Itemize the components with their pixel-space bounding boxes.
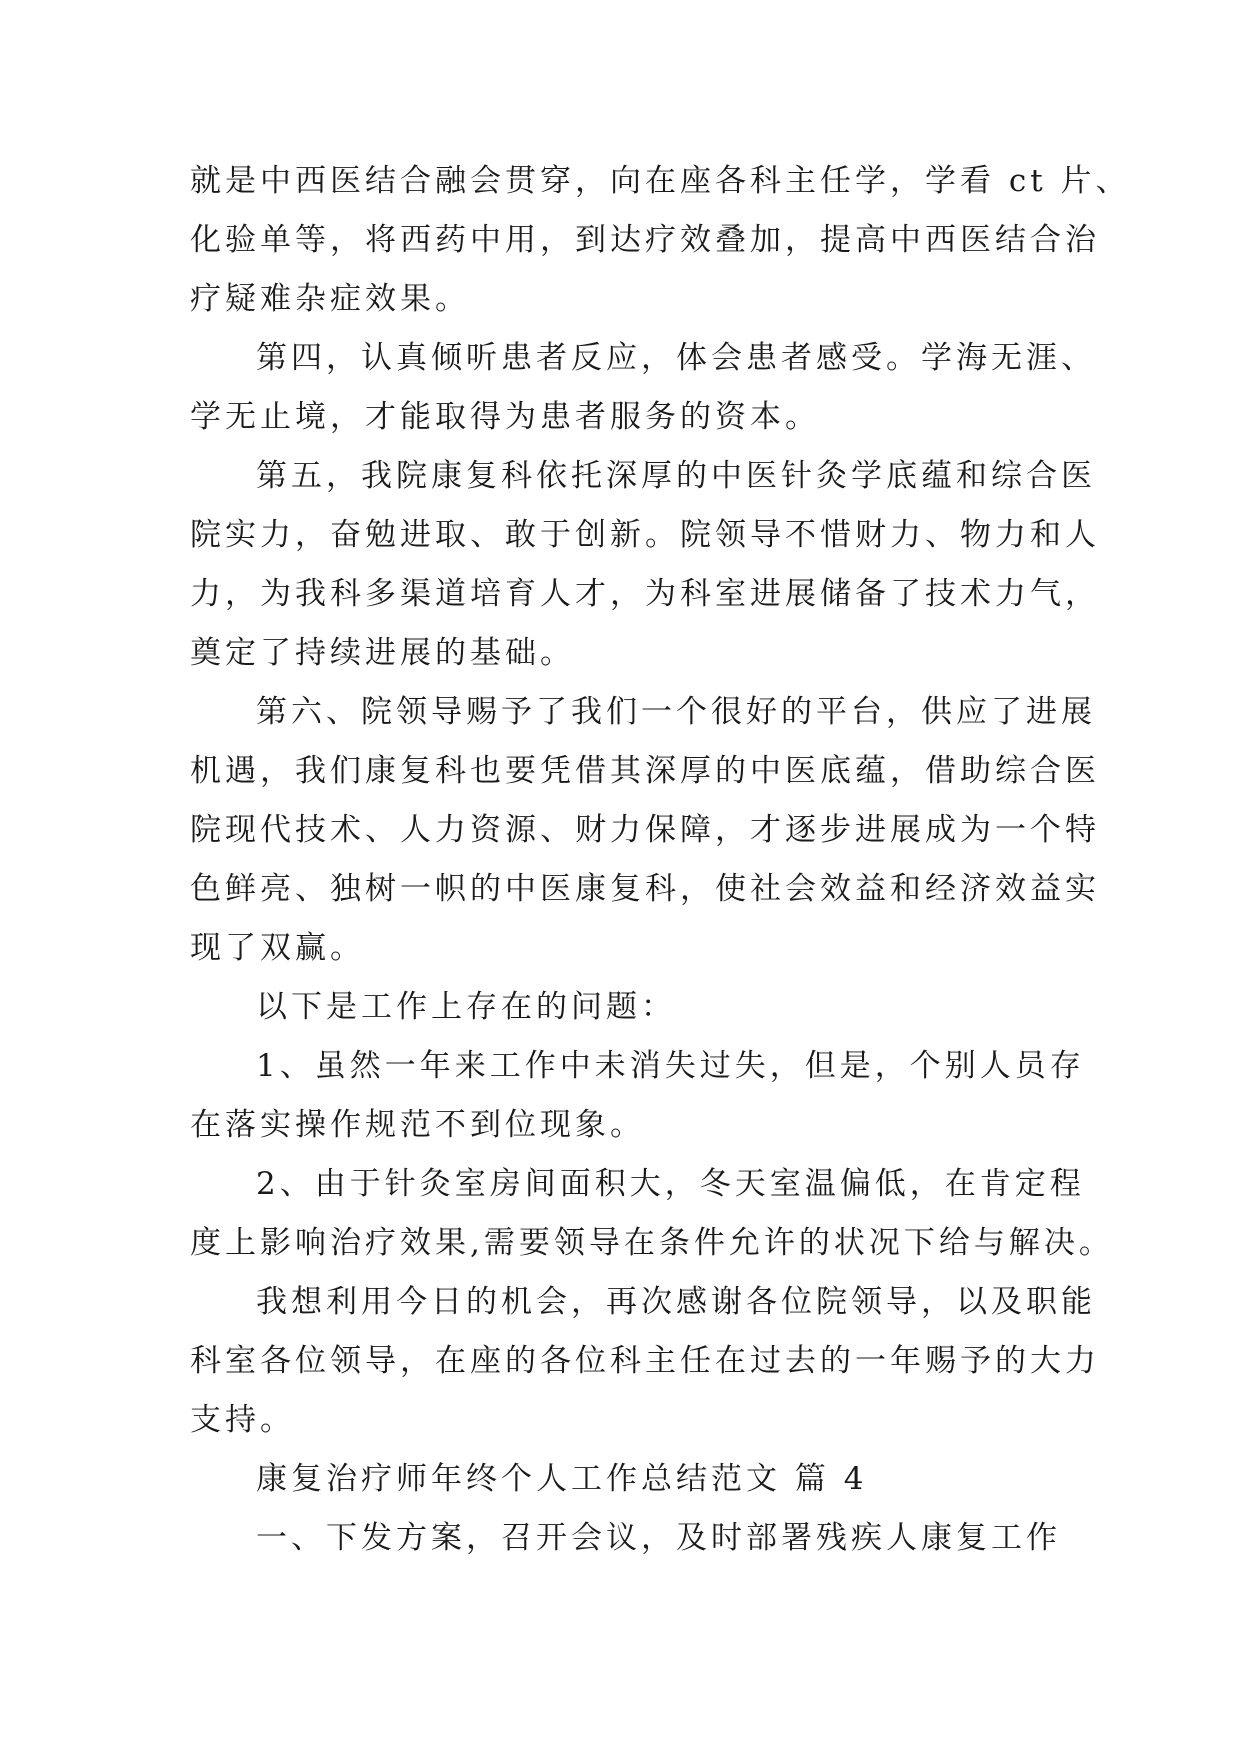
text-line: 第六、院领导赐予了我们一个很好的平台，供应了进展	[256, 694, 1096, 730]
text-line: 疗疑难杂症效果。	[190, 281, 470, 317]
text-line: 第五，我院康复科依托深厚的中医针灸学底蕴和综合医	[256, 458, 1096, 494]
text-line: 现了双赢。	[190, 930, 365, 966]
text-line: 奠定了持续进展的基础。	[190, 635, 575, 671]
text-line: 就是中西医结合融会贯穿，向在座各科主任学，学看 ct 片、	[190, 163, 1131, 199]
text-line: 机遇，我们康复科也要凭借其深厚的中医底蕴，借助综合医	[190, 753, 1100, 789]
text-line: 度上影响治疗效果,需要领导在条件允许的状况下给与解决。	[190, 1225, 1114, 1261]
text-line: 院现代技术、人力资源、财力保障，才逐步进展成为一个特	[190, 812, 1100, 848]
text-line: 第四，认真倾听患者反应，体会患者感受。学海无涯、	[256, 340, 1096, 376]
text-line: 色鲜亮、独树一帜的中医康复科，使社会效益和经济效益实	[190, 871, 1100, 907]
text-line: 科室各位领导，在座的各位科主任在过去的一年赐予的大力	[190, 1343, 1100, 1379]
document-body	[190, 152, 1131, 1568]
text-line: 1、虽然一年来工作中未消失过失，但是，个别人员存	[256, 1048, 1085, 1084]
text-line: 以下是工作上存在的问题：	[256, 989, 676, 1025]
text-line: 化验单等，将西药中用，到达疗效叠加，提高中西医结合治	[190, 222, 1100, 258]
text-line: 我想利用今日的机会，再次感谢各位院领导，以及职能	[256, 1284, 1096, 1320]
text-line: 2、由于针灸室房间面积大，冬天室温偏低，在肯定程	[256, 1166, 1085, 1202]
text-line: 院实力，奋勉进取、敢于创新。院领导不惜财力、物力和人	[190, 517, 1100, 553]
text-line: 康复治疗师年终个人工作总结范文 篇 4	[256, 1461, 868, 1497]
text-line: 在落实操作规范不到位现象。	[190, 1107, 645, 1143]
text-line: 支持。	[190, 1402, 295, 1438]
text-line: 一、下发方案，召开会议，及时部署残疾人康复工作	[256, 1520, 1061, 1556]
text-line: 学无止境，才能取得为患者服务的资本。	[190, 399, 820, 435]
text-line: 力，为我科多渠道培育人才，为科室进展储备了技术力气，	[190, 576, 1100, 612]
